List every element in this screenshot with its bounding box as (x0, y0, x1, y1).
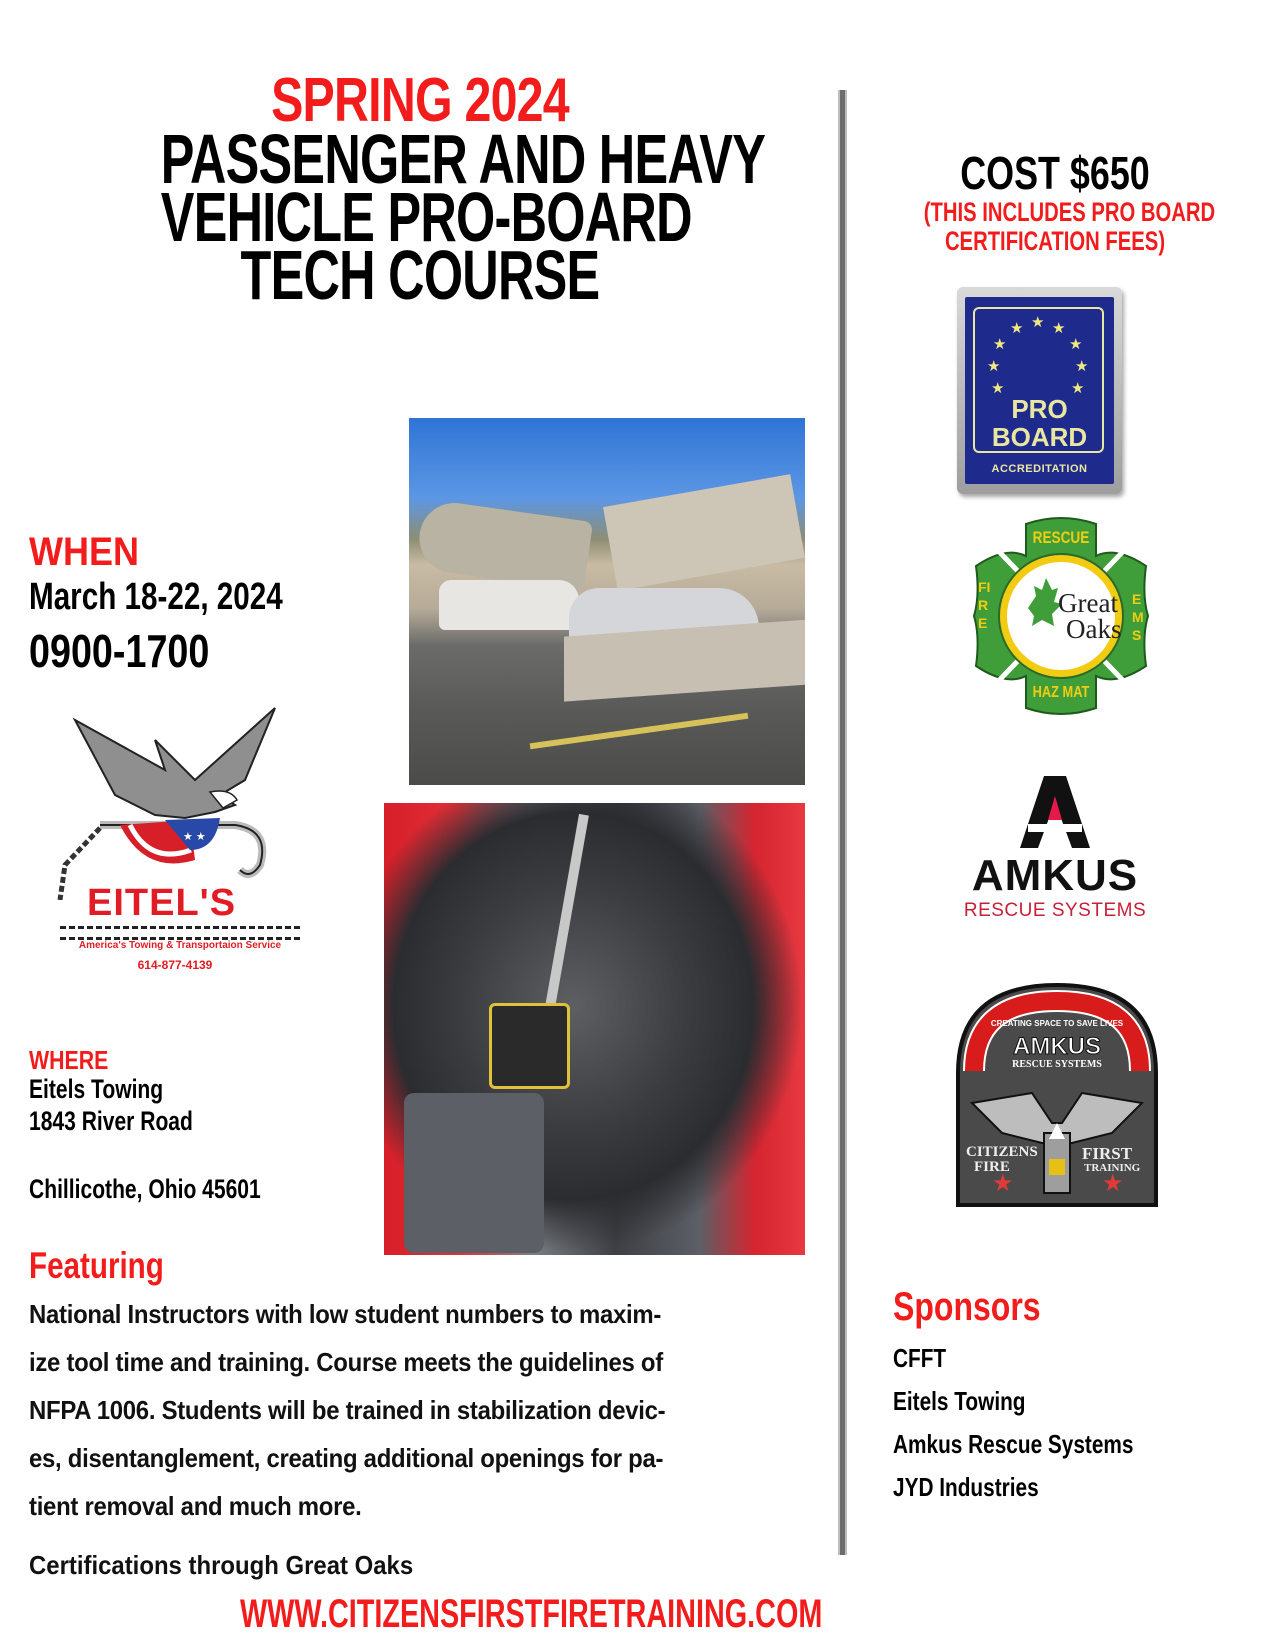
amkus-name: AMKUS (971, 851, 1139, 900)
great-oaks-fire: FIRE (978, 579, 991, 631)
star-icon: ★ (1010, 320, 1024, 337)
where-city: Chillicothe, Ohio 45601 (29, 1174, 261, 1204)
cement-mixer-shape (415, 499, 593, 592)
badge-first: FIRST (1082, 1144, 1133, 1163)
svg-text:★ ★: ★ ★ (183, 831, 206, 843)
badge-arc-text: CREATING SPACE TO SAVE LIVES (990, 1019, 1124, 1028)
sponsors-list (893, 1337, 1194, 1509)
when-label: WHEN (29, 530, 139, 574)
when-hours: 0900-1700 (29, 625, 210, 677)
great-oaks-hazmat: HAZ MAT (1032, 684, 1090, 701)
featuring-line: National Instructors with low student numbers to maxim- (29, 1299, 662, 1329)
photo-extrication-interior (384, 803, 805, 1255)
great-oaks-ems: EMS (1132, 591, 1144, 643)
eagle-hook-icon (45, 700, 305, 900)
where-venue: Eitels Towing (29, 1074, 164, 1104)
cost-note-line-2: CERTIFICATION FEES) (944, 226, 1166, 256)
proboard-pro: PRO (1011, 394, 1068, 424)
great-oaks-name-2: Oaks (1066, 614, 1122, 644)
svg-text:★: ★ (1102, 1170, 1124, 1197)
svg-text:★: ★ (992, 1170, 1014, 1197)
title-line-2: PASSENGER AND HEAVY (160, 120, 766, 198)
title-line-4: TECH COURSE (240, 236, 600, 314)
featuring-line: tient removal and much more. (29, 1491, 362, 1521)
website-link[interactable]: WWW.CITIZENSFIRSTFIRETRAINING.COM (240, 1592, 823, 1636)
parking-line (530, 713, 749, 750)
sponsor-item: Eitels Towing (893, 1386, 1026, 1416)
featuring-line: es, disentanglement, creating additional openings for pa- (29, 1443, 664, 1473)
proboard-board: BOARD (991, 422, 1088, 452)
star-icon: ★ (1069, 336, 1083, 353)
great-oaks-logo (966, 516, 1156, 716)
eitels-tagline: America's Towing & Transportaion Service (78, 940, 282, 951)
title-line-3: VEHICLE PRO-BOARD (160, 178, 692, 256)
sponsors-label: Sponsors (893, 1285, 1041, 1329)
amkus-sub: RESCUE SYSTEMS (963, 900, 1147, 921)
great-oaks-name-1: Great (1058, 588, 1118, 618)
badge-amkus: AMKUS (1013, 1033, 1101, 1060)
cost-note-line-1: (THIS INCLUDES PRO BOARD (923, 197, 1216, 227)
chain-icon (60, 926, 300, 940)
column-divider (838, 90, 847, 1555)
star-icon: ★ (1075, 358, 1089, 375)
where-label: WHERE (29, 1045, 109, 1075)
great-oaks-rescue: RESCUE (1032, 528, 1090, 547)
photo-vehicle-stabilization-scene (409, 418, 805, 785)
amkus-logo (955, 776, 1155, 941)
tool-battery-shape (489, 1003, 570, 1089)
sponsor-item: Amkus Rescue Systems (893, 1429, 1134, 1459)
flyer-title (60, 66, 780, 314)
sponsor-item: JYD Industries (893, 1472, 1039, 1502)
title-season: SPRING 2024 (271, 66, 569, 135)
cost-block (880, 148, 1230, 256)
featuring-label: Featuring (29, 1245, 164, 1286)
star-icon: ★ (1052, 320, 1066, 337)
eitels-name: EITEL'S (87, 882, 237, 924)
eitels-phone: 614-877-4139 (137, 958, 213, 972)
overturned-truck-shape (603, 474, 805, 591)
when-dates: March 18-22, 2024 (29, 576, 283, 618)
cost-price: COST $650 (960, 147, 1150, 199)
featuring-line: ize tool time and training. Course meets the guidelines of (29, 1347, 663, 1377)
star-icon: ★ (1031, 314, 1045, 331)
eitels-towing-logo (45, 700, 305, 990)
amkus-a-icon (1020, 776, 1090, 848)
sponsor-item: CFFT (893, 1343, 947, 1373)
where-street: 1843 River Road (29, 1106, 193, 1136)
featuring-description (29, 1290, 829, 1530)
sedan-shape (439, 580, 579, 630)
badge-training: TRAINING (1084, 1162, 1141, 1174)
featuring-line: NFPA 1006. Students will be trained in stabilization devic- (29, 1395, 666, 1425)
badge-citizens: CITIZENS (966, 1144, 1038, 1160)
cfft-amkus-badge (952, 983, 1162, 1208)
badge-amkus-sub: RESCUE SYSTEMS (1012, 1059, 1102, 1070)
certifications-note: Certifications through Great Oaks (29, 1550, 414, 1580)
star-icon: ★ (1071, 380, 1085, 397)
star-icon: ★ (987, 358, 1001, 375)
badge-fire: FIRE (974, 1159, 1010, 1175)
proboard-accreditation-logo (957, 287, 1122, 494)
star-icon: ★ (993, 336, 1007, 353)
door-panel-shape (404, 1093, 544, 1253)
star-icon: ★ (991, 380, 1005, 397)
proboard-accreditation: ACCREDITATION (991, 463, 1088, 475)
